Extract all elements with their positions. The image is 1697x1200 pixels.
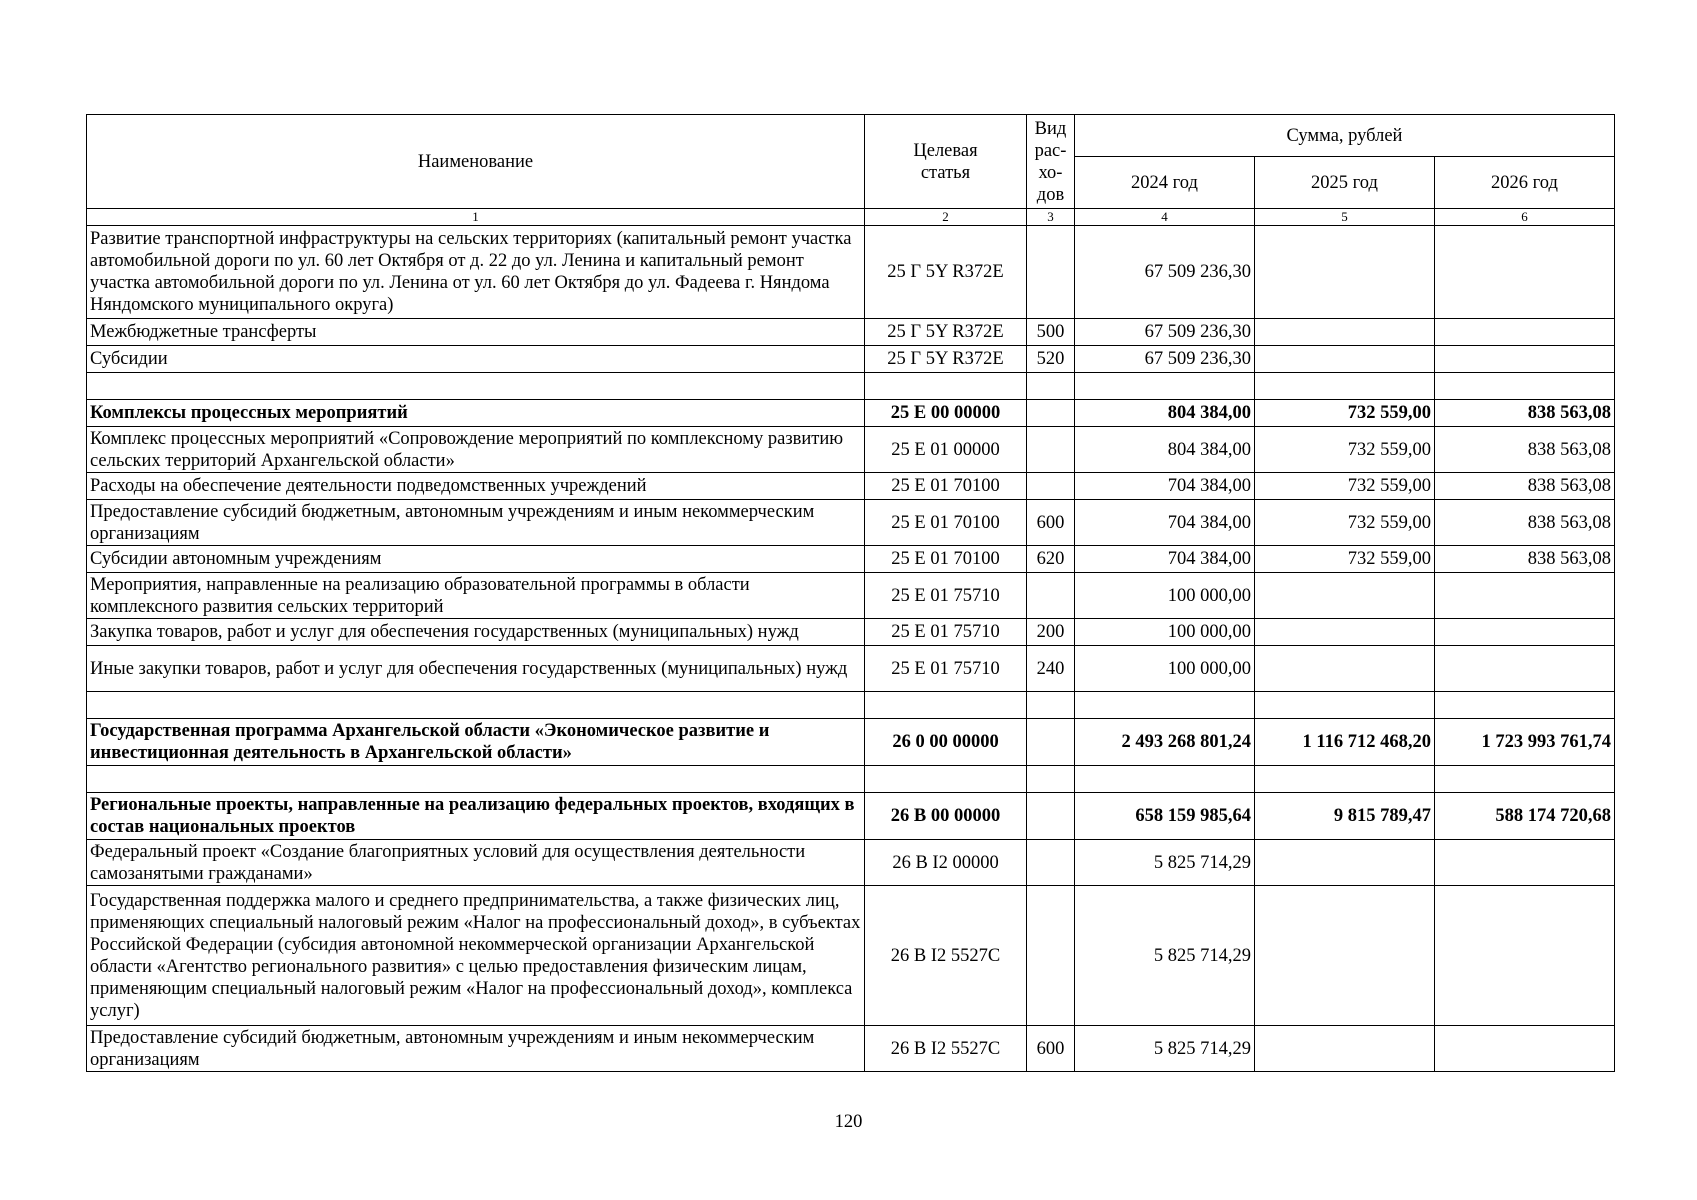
row-target-code: 25 Е 01 75710 xyxy=(865,573,1027,619)
table-row-empty xyxy=(87,692,1615,719)
row-expense-type: 600 xyxy=(1027,500,1075,546)
row-expense-type xyxy=(1027,719,1075,766)
row-amount-2026 xyxy=(1435,619,1615,646)
row-name: Межбюджетные трансферты xyxy=(87,319,865,346)
row-target-code: 25 Е 01 75710 xyxy=(865,646,1027,692)
row-name: Расходы на обеспечение деятельности подведомственных учреждений xyxy=(87,473,865,500)
table-row-section xyxy=(87,793,1615,840)
row-amount-2025 xyxy=(1255,1026,1435,1072)
row-amount-2024: 5 825 714,29 xyxy=(1075,1026,1255,1072)
table-row xyxy=(87,573,1615,619)
row-name: Федеральный проект «Создание благоприятных условий для осуществления деятельности самозанятыми гражданами» xyxy=(87,840,865,886)
row-target-code: 25 Г 5Y R372E xyxy=(865,226,1027,319)
row-expense-type xyxy=(1027,840,1075,886)
column-number: 3 xyxy=(1027,209,1075,226)
row-amount-2026 xyxy=(1435,766,1615,793)
row-target-code: 25 Е 01 70100 xyxy=(865,500,1027,546)
row-name: Субсидии xyxy=(87,346,865,373)
row-target-code: 25 Е 01 70100 xyxy=(865,546,1027,573)
table-row xyxy=(87,886,1615,1026)
row-amount-2026 xyxy=(1435,1026,1615,1072)
row-expense-type xyxy=(1027,373,1075,400)
row-amount-2025 xyxy=(1255,886,1435,1026)
header-sum: Сумма, рублей xyxy=(1075,115,1615,157)
table-row xyxy=(87,427,1615,473)
row-name: Региональные проекты, направленные на реализацию федеральных проектов, входящих в состав национальных проектов xyxy=(87,793,865,840)
header-year-2026: 2026 год xyxy=(1435,157,1615,209)
table-row xyxy=(87,619,1615,646)
row-name: Иные закупки товаров, работ и услуг для обеспечения государственных (муниципальных) нужд xyxy=(87,646,865,692)
row-expense-type: 240 xyxy=(1027,646,1075,692)
table-row xyxy=(87,500,1615,546)
row-amount-2026 xyxy=(1435,840,1615,886)
row-expense-type xyxy=(1027,766,1075,793)
row-target-code: 26 В I2 00000 xyxy=(865,840,1027,886)
row-target-code: 26 В I2 5527С xyxy=(865,886,1027,1026)
row-target-code xyxy=(865,373,1027,400)
table-row xyxy=(87,346,1615,373)
row-amount-2024 xyxy=(1075,766,1255,793)
row-target-code: 26 В 00 00000 xyxy=(865,793,1027,840)
row-amount-2026 xyxy=(1435,646,1615,692)
row-amount-2026 xyxy=(1435,692,1615,719)
table-row xyxy=(87,646,1615,692)
row-amount-2026: 1 723 993 761,74 xyxy=(1435,719,1615,766)
row-name: Закупка товаров, работ и услуг для обеспечения государственных (муниципальных) нужд xyxy=(87,619,865,646)
table-row-program xyxy=(87,719,1615,766)
row-expense-type: 200 xyxy=(1027,619,1075,646)
row-name: Государственная программа Архангельской области «Экономическое развитие и инвестиционная деятельность в Архангельской области» xyxy=(87,719,865,766)
header-year-2025: 2025 год xyxy=(1255,157,1435,209)
row-target-code: 25 Г 5Y R372E xyxy=(865,319,1027,346)
row-amount-2025 xyxy=(1255,646,1435,692)
column-number: 5 xyxy=(1255,209,1435,226)
row-amount-2026: 588 174 720,68 xyxy=(1435,793,1615,840)
table-row xyxy=(87,546,1615,573)
row-amount-2025 xyxy=(1255,373,1435,400)
row-amount-2026: 838 563,08 xyxy=(1435,473,1615,500)
row-name: Субсидии автономным учреждениям xyxy=(87,546,865,573)
row-amount-2026 xyxy=(1435,346,1615,373)
row-amount-2026: 838 563,08 xyxy=(1435,400,1615,427)
row-amount-2025 xyxy=(1255,619,1435,646)
row-expense-type xyxy=(1027,886,1075,1026)
row-amount-2024: 100 000,00 xyxy=(1075,573,1255,619)
row-expense-type: 620 xyxy=(1027,546,1075,573)
row-amount-2024: 5 825 714,29 xyxy=(1075,840,1255,886)
row-amount-2025: 732 559,00 xyxy=(1255,500,1435,546)
row-target-code xyxy=(865,692,1027,719)
row-amount-2025 xyxy=(1255,573,1435,619)
row-amount-2025 xyxy=(1255,692,1435,719)
row-amount-2025 xyxy=(1255,766,1435,793)
row-name: Комплексы процессных мероприятий xyxy=(87,400,865,427)
column-number: 6 xyxy=(1435,209,1615,226)
header-name: Наименование xyxy=(87,115,865,209)
table-row xyxy=(87,1026,1615,1072)
header-target-article xyxy=(865,115,1027,209)
row-amount-2024: 658 159 985,64 xyxy=(1075,793,1255,840)
row-amount-2024: 100 000,00 xyxy=(1075,646,1255,692)
row-target-code: 26 0 00 00000 xyxy=(865,719,1027,766)
table-row xyxy=(87,319,1615,346)
row-name: Комплекс процессных мероприятий «Сопровождение мероприятий по комплексному развитию сельских территорий Архангельской области» xyxy=(87,427,865,473)
row-amount-2024: 704 384,00 xyxy=(1075,473,1255,500)
row-amount-2025 xyxy=(1255,840,1435,886)
row-name xyxy=(87,373,865,400)
row-amount-2026 xyxy=(1435,226,1615,319)
budget-table xyxy=(86,114,1615,1072)
row-target-code xyxy=(865,766,1027,793)
header-vid-line-4: дов xyxy=(1036,184,1065,205)
row-name: Предоставление субсидий бюджетным, автономным учреждениям и иным некоммерческим организациям xyxy=(87,500,865,546)
row-amount-2024 xyxy=(1075,692,1255,719)
header-expense-type xyxy=(1027,115,1075,209)
table-row-section xyxy=(87,400,1615,427)
row-amount-2025: 732 559,00 xyxy=(1255,400,1435,427)
row-amount-2024: 67 509 236,30 xyxy=(1075,319,1255,346)
header-vid-line-3: хо- xyxy=(1038,162,1063,183)
row-expense-type xyxy=(1027,573,1075,619)
column-number: 1 xyxy=(87,209,865,226)
table-row xyxy=(87,473,1615,500)
row-amount-2025 xyxy=(1255,226,1435,319)
row-target-code: 25 Е 00 00000 xyxy=(865,400,1027,427)
table-row-empty xyxy=(87,373,1615,400)
row-expense-type: 500 xyxy=(1027,319,1075,346)
header-year-2024: 2024 год xyxy=(1075,157,1255,209)
row-amount-2026: 838 563,08 xyxy=(1435,500,1615,546)
row-amount-2024: 67 509 236,30 xyxy=(1075,346,1255,373)
row-amount-2024: 5 825 714,29 xyxy=(1075,886,1255,1026)
table-row-empty xyxy=(87,766,1615,793)
row-amount-2026 xyxy=(1435,573,1615,619)
row-expense-type: 600 xyxy=(1027,1026,1075,1072)
row-expense-type: 520 xyxy=(1027,346,1075,373)
row-name xyxy=(87,766,865,793)
row-amount-2025: 1 116 712 468,20 xyxy=(1255,719,1435,766)
row-name: Государственная поддержка малого и среднего предпринимательства, а также физических лиц, применяющих специальный налоговый режим «Налог на профессиональный доход», в субъектах Российской Федерации (субсидия автономной некоммерческой организации Архангельской области «Агентство регионального развития» с целью предоставления физическим лицам, применяющим специальный налоговый режим «Налог на профессиональный доход», комплекса услуг) xyxy=(87,886,865,1026)
row-amount-2026: 838 563,08 xyxy=(1435,427,1615,473)
row-amount-2025 xyxy=(1255,319,1435,346)
row-expense-type xyxy=(1027,226,1075,319)
row-amount-2025: 732 559,00 xyxy=(1255,546,1435,573)
row-expense-type xyxy=(1027,692,1075,719)
column-number: 4 xyxy=(1075,209,1255,226)
row-name: Предоставление субсидий бюджетным, автономным учреждениям и иным некоммерческим организациям xyxy=(87,1026,865,1072)
row-expense-type xyxy=(1027,473,1075,500)
row-name: Развитие транспортной инфраструктуры на сельских территориях (капитальный ремонт участка автомобильной дороги по ул. 60 лет Октября от д. 22 до ул. Ленина и капитальный ремонт участка автомобильной дороги по ул. Ленина от ул. 60 лет Октября до ул. Фадеева г. Няндома Няндомского муниципального округа) xyxy=(87,226,865,319)
row-amount-2026 xyxy=(1435,373,1615,400)
row-amount-2025: 9 815 789,47 xyxy=(1255,793,1435,840)
row-amount-2026: 838 563,08 xyxy=(1435,546,1615,573)
row-amount-2024: 2 493 268 801,24 xyxy=(1075,719,1255,766)
row-expense-type xyxy=(1027,793,1075,840)
row-amount-2024: 704 384,00 xyxy=(1075,500,1255,546)
row-amount-2025 xyxy=(1255,346,1435,373)
row-amount-2025: 732 559,00 xyxy=(1255,473,1435,500)
row-expense-type xyxy=(1027,427,1075,473)
row-target-code: 25 Г 5Y R372E xyxy=(865,346,1027,373)
header-vid-line-1: Вид xyxy=(1034,118,1067,139)
row-target-code: 26 В I2 5527С xyxy=(865,1026,1027,1072)
table-row xyxy=(87,226,1615,319)
row-target-code: 25 Е 01 75710 xyxy=(865,619,1027,646)
row-name: Мероприятия, направленные на реализацию образовательной программы в области комплексного развития сельских территорий xyxy=(87,573,865,619)
row-amount-2026 xyxy=(1435,886,1615,1026)
header-vid-line-2: рас- xyxy=(1034,140,1067,161)
row-amount-2024: 804 384,00 xyxy=(1075,427,1255,473)
row-amount-2026 xyxy=(1435,319,1615,346)
row-amount-2025: 732 559,00 xyxy=(1255,427,1435,473)
row-name xyxy=(87,692,865,719)
page-number: 120 xyxy=(834,1112,863,1132)
header-target-text: Целевая статья xyxy=(913,140,978,183)
row-target-code: 25 Е 01 70100 xyxy=(865,473,1027,500)
row-amount-2024 xyxy=(1075,373,1255,400)
table-row xyxy=(87,840,1615,886)
row-expense-type xyxy=(1027,400,1075,427)
column-number: 2 xyxy=(865,209,1027,226)
row-amount-2024: 67 509 236,30 xyxy=(1075,226,1255,319)
row-amount-2024: 804 384,00 xyxy=(1075,400,1255,427)
row-target-code: 25 Е 01 00000 xyxy=(865,427,1027,473)
row-amount-2024: 100 000,00 xyxy=(1075,619,1255,646)
row-amount-2024: 704 384,00 xyxy=(1075,546,1255,573)
